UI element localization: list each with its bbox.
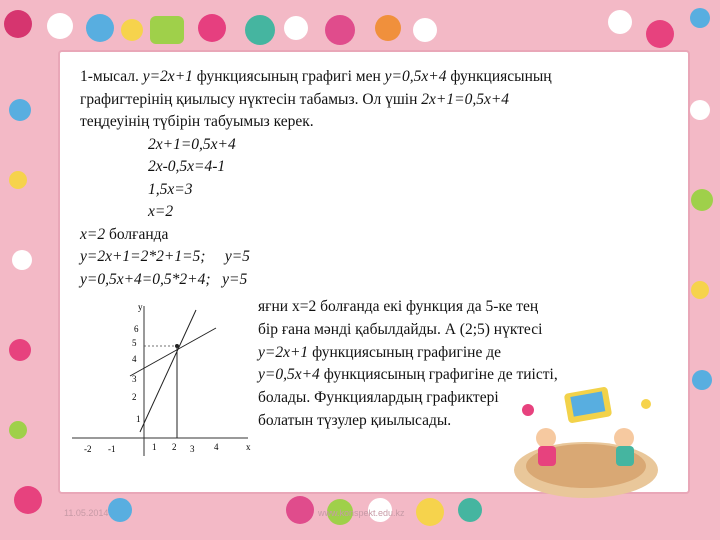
text-run: яғни х=2 болғанда екі функция да 5-ке тең <box>258 298 539 315</box>
conclusion-line-1 <box>258 296 618 319</box>
x-tick-label: 1 <box>152 442 157 452</box>
line-y-0-5x-plus-4 <box>130 328 216 376</box>
formula-run: y=2x+1 <box>258 343 309 361</box>
cartoon-children-illustration <box>506 380 666 500</box>
x-tick-label: 4 <box>214 442 219 452</box>
x-tick-label: 2 <box>172 442 177 452</box>
text-run: функциясының графигіне де <box>308 343 501 361</box>
solution-step-2: 2x-0,5x=4-1 <box>148 158 226 175</box>
y-tick-label: 2 <box>132 392 137 402</box>
formula-run: y=2x+1 <box>142 68 193 85</box>
x-tick-label: -2 <box>84 444 92 454</box>
y-tick-label: 4 <box>132 354 137 364</box>
x-axis-label: x <box>246 442 251 452</box>
intro-line-2 <box>80 89 680 112</box>
solution-step-4: x=2 <box>148 203 174 220</box>
text-run: функциясының графигіне де тиісті, <box>319 366 558 384</box>
x-tick-label: -1 <box>108 444 116 454</box>
line-y-2x-plus-1 <box>140 310 196 432</box>
conclusion-line-2 <box>258 319 618 342</box>
text-run: болғанда <box>105 225 169 243</box>
y-tick-label: 3 <box>132 374 137 384</box>
intro-line-3 <box>80 111 680 134</box>
when-line <box>80 224 680 247</box>
intersection-point <box>175 344 179 348</box>
conclusion-line-3 <box>258 342 618 365</box>
x-tick-label: 3 <box>190 444 195 454</box>
text-run: теңдеуінің түбірін табуымыз керек. <box>80 113 314 130</box>
footer-site: www.konspekt.edu.kz <box>318 508 405 518</box>
text-run: 1-мысал. <box>80 68 143 85</box>
formula-run: y=0,5x+4 <box>258 366 320 384</box>
y-tick-label: 6 <box>134 324 139 334</box>
y-axis-label: y <box>138 302 143 312</box>
formula-run: x=2 <box>80 225 106 243</box>
text-run: функциясының <box>446 68 552 85</box>
solution-step-1: 2x+1=0,5x+4 <box>148 135 236 153</box>
text-block <box>80 66 680 291</box>
evaluation-line-1: y=2x+1=2*2+1=5; y=5 <box>80 248 250 265</box>
text-run: графигтерінің қиылысу нүктесін табамыз. Ол үшін <box>80 90 422 108</box>
formula-run: y=0,5x+4 <box>384 68 447 85</box>
text-run: болатын түзулер қиылысады. <box>258 411 452 429</box>
function-graph <box>66 300 256 460</box>
evaluation-line-2: y=0,5x+4=0,5*2+4; y=5 <box>80 270 248 288</box>
y-tick-label: 5 <box>132 338 137 348</box>
formula-run: 2x+1=0,5x+4 <box>421 90 510 108</box>
y-tick-label: 1 <box>136 414 141 424</box>
solution-step-3: 1,5x=3 <box>148 180 193 198</box>
text-run: бір ғана мәнді қабылдайды. А (2;5) нүктесі <box>258 320 543 338</box>
text-run: болады. Функциялардың графиктері <box>258 389 499 407</box>
text-run: функциясының графигі мен <box>192 68 385 85</box>
footer-date: 11.05.2014 <box>64 508 109 518</box>
intro-line-1 <box>80 66 680 89</box>
